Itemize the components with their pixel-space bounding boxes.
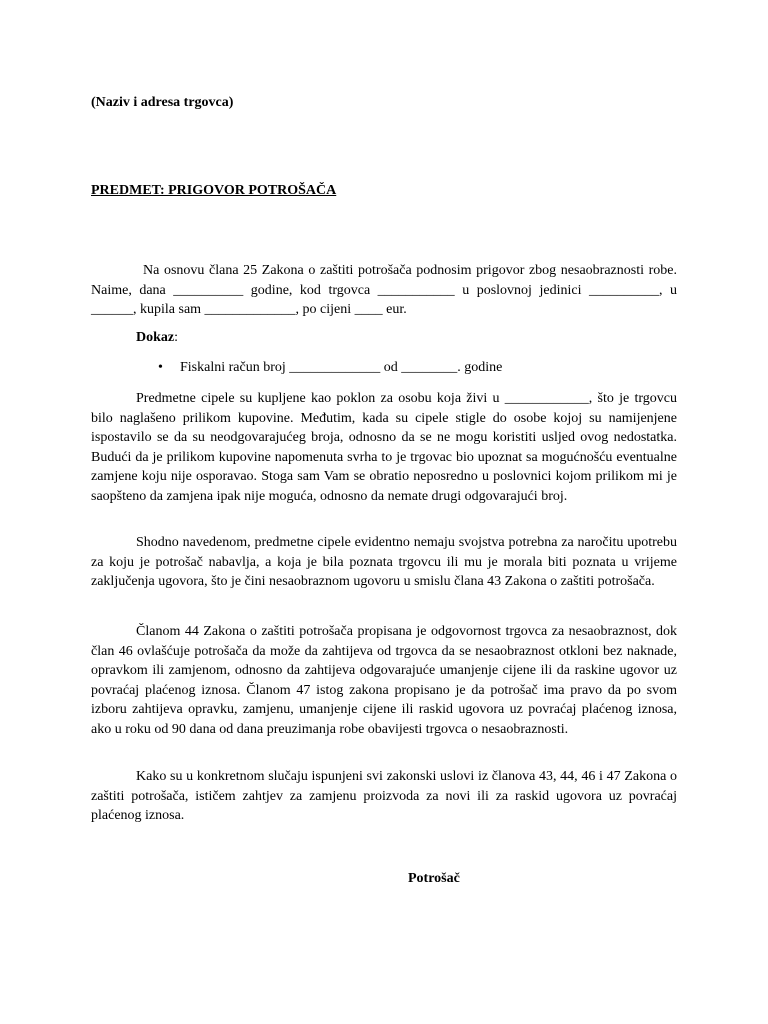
paragraph-nonconformity: Shodno navedenom, predmetne cipele evidentno nemaju svojstva potrebna za naročitu upotrebu za koju je potrošač nabavlja, a koja je bila poznata trgovcu ili mu je morala biti poznata u vrijeme zaključenja ugovora, što je čini nesaobraznom ugovoru u smislu člana 43 Zakona o zaštiti potrošača.: [91, 535, 677, 590]
paragraph-legal-basis: Članom 44 Zakona o zaštiti potrošača propisana je odgovornost trgovca za nesaobraznost, dok član 46 ovlašćuje potrošača da može da zahtijeva od trgovca da se nesaobraznost otkloni bez naknade, opravkom ili zamjenom, odnosno da zahtijeva odgovarajuće umanjenje cijene ili da raskine ugovor uz povraćaj plaćenog iznosa. Članom 47 istog zakona propisano je da potrošač ima pravo da po svom izboru zahtijeva opravku, zamjenu, umanjenje cijene ili raskid ugovora uz povraćaj plaćenog iznosa, ako u roku od 90 dana od dana preuzimanja robe obavijesti trgovca o nesaobraznosti.: [91, 624, 677, 737]
paragraph-purchase-details: Predmetne cipele su kupljene kao poklon za osobu koja živi u ____________, što je trgovcu bilo naglašeno prilikom kupovine. Međutim, kada su cipele stigle do osobe kojoj su namijenjene ispostavilo se da su neodgovarajućeg broja, odnosno da se ne mogu koristiti usljed ovog nedostatka. Budući da je prilikom kupovine napomenuta svrha to je trgovac bio upoznat sa mogućnošću eventualne zamjene koju nije osporavao. Stoga sam Vam se obratio neposredno u poslovnici kojom prilikom mi je saopšteno da zamjena ipak nije moguća, odnosno da nemate drugi odgovarajući broj.: [91, 391, 677, 504]
bullet-icon: •: [158, 360, 163, 375]
letter-subject: PREDMET: PRIGOVOR POTROŠAČA: [91, 183, 337, 198]
merchant-name-address-placeholder: (Naziv i adresa trgovca): [91, 95, 234, 110]
evidence-item-text: Fiskalni račun broj _____________ od ________. godine: [180, 360, 503, 375]
paragraph-request: Kako su u konkretnom slučaju ispunjeni svi zakonski uslovi iz članova 43, 44, 46 i 47 Zakona o zaštiti potrošača, ističem zahtjev za zamjenu proizvoda za novi ili za raskid ugovora uz povraćaj plaćenog iznosa.: [91, 769, 677, 824]
evidence-colon: :: [174, 330, 179, 345]
evidence-heading: [136, 329, 178, 346]
signature-label: Potrošač: [408, 871, 460, 886]
evidence-list-item: [158, 359, 502, 376]
evidence-label: Dokaz: [136, 330, 175, 345]
paragraph-intro: Na osnovu člana 25 Zakona o zaštiti potrošača podnosim prigovor zbog nesaobraznosti robe. Naime, dana __________ godine, kod trgovca ___________ u poslovnoj jedinici __________, u ______, kupila sam _____________, po cijeni ____ eur.: [91, 263, 677, 318]
